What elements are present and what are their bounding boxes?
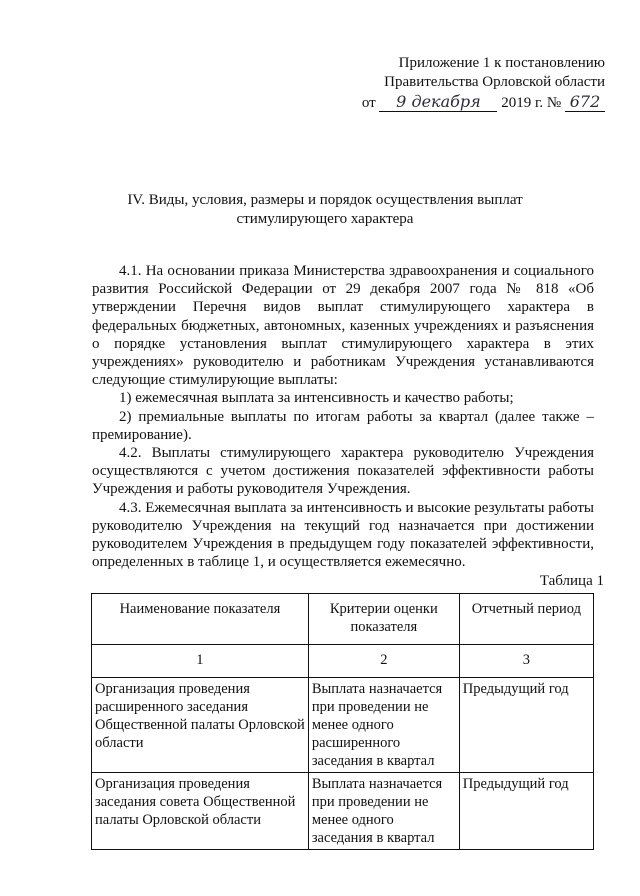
table-cell: Организация проведения заседания совета Общественной палаты Орловской области (92, 773, 309, 850)
table-cell: Предыдущий год (459, 678, 593, 773)
header-period: Отчетный период (459, 594, 593, 645)
header-criteria: Критерии оценки показателя (308, 594, 459, 645)
document-header (345, 54, 605, 113)
table-cell: Выплата назначается при проведении не менее одного заседания в квартал (308, 773, 459, 850)
paragraph-4-3: 4.3. Ежемесячная выплата за интенсивность и высокие результаты работы руководителю Учреждения на текущий год назначается при достижении руководителем Учреждения в предыдущем году показателей эффективности, определенных в таблице 1, и осуществляется ежемесячно. (92, 499, 594, 571)
list-item-1: 1) ежемесячная выплата за интенсивность и качество работы; (119, 390, 514, 407)
table-cell: Выплата назначается при проведении не менее одного расширенного заседания в квартал (308, 678, 459, 773)
table-row (92, 678, 594, 773)
list-item-2: 2) премиальные выплаты по итогам работы за квартал (далее также – премирование). (92, 408, 594, 443)
table-number-row (92, 645, 594, 678)
table-row (92, 773, 594, 850)
header-indicator-name: Наименование показателя (92, 594, 309, 645)
section-title-line-2: стимулирующего характера (236, 211, 414, 227)
paragraph-4-2: 4.2. Выплаты стимулирующего характера руководителю Учреждения осуществляются с учетом достижения показателей эффективности работы Учреждения и работы руководителя Учреждения. (92, 445, 594, 498)
from-prefix: от (361, 95, 376, 111)
indicators-table (91, 593, 594, 850)
column-number-2: 2 (308, 645, 459, 678)
section-title (110, 191, 540, 229)
header-line-1: Приложение 1 к постановлению (398, 55, 605, 71)
column-number-3: 3 (459, 645, 593, 678)
header-line-2: Правительства Орловской области (384, 74, 605, 90)
document-body (92, 262, 594, 571)
paragraph-4-1: 4.1. На основании приказа Министерства здравоохранения и социального развития Российской Федерации от 29 декабря 2007 года № 818 «Об утверждении Перечня видов выплат стимулирующего характера в федеральных бюджетных, автономных, казенных учреждениях и разъяснения о порядке установления выплат стимулирующего характера в этих учреждениях» руководителю и работникам Учреждения устанавливаются следующие стимулирующие выплаты: (92, 263, 594, 389)
header-line-3 (345, 92, 605, 113)
table-cell: Организация проведения расширенного заседания Общественной палаты Орловской области (92, 678, 309, 773)
table-cell: Предыдущий год (459, 773, 593, 850)
column-number-1: 1 (92, 645, 309, 678)
handwritten-number: 672 (565, 92, 605, 112)
handwritten-date: 9 декабря (379, 92, 497, 112)
table-caption: Таблица 1 (539, 573, 604, 589)
table-header-row (92, 594, 594, 645)
section-title-line-1: IV. Виды, условия, размеры и порядок осуществления выплат (127, 192, 523, 208)
year-text: 2019 г. № (501, 95, 562, 111)
